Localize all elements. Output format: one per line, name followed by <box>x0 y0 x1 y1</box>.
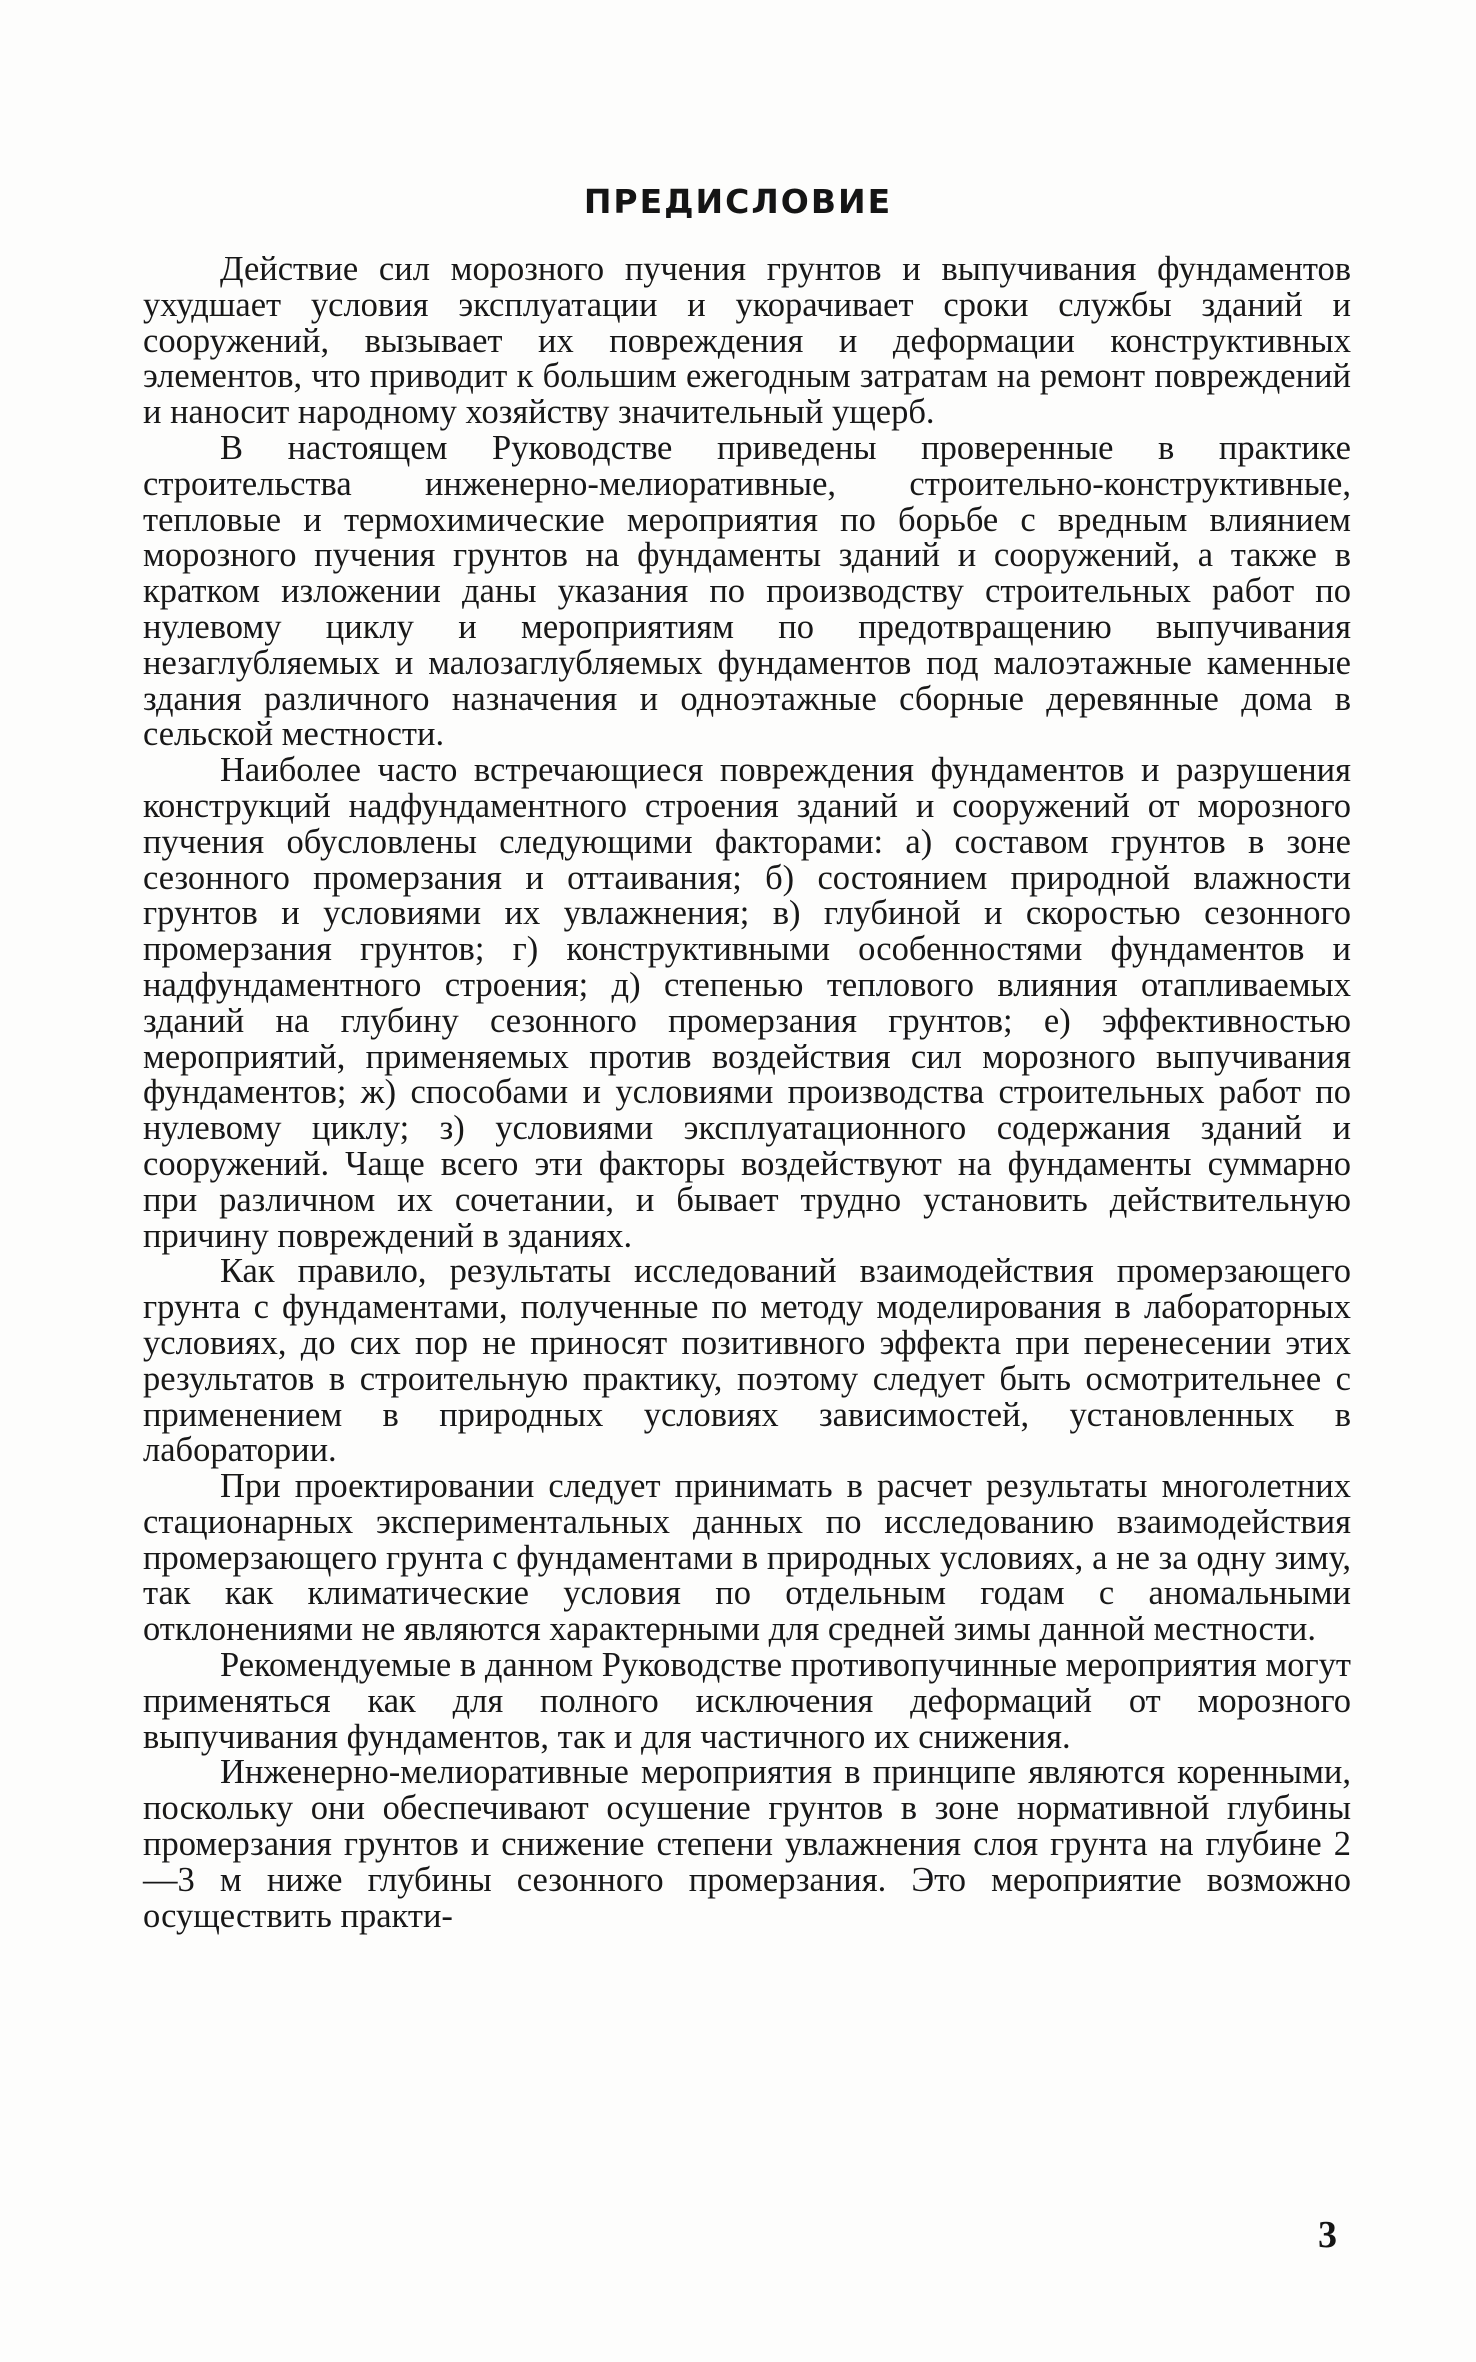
body-text <box>143 252 1351 1934</box>
paragraph-2: В настоящем Руководстве приведены проверенные в практике строительства инженерно-мелиоративные, строительно-конструктивные, тепловые и термохимические мероприятия по борьбе с вредным влиянием морозного пучения грунтов на фундаменты зданий и сооружений, а также в кратком изложении даны указания по производству строительных работ по нулевому циклу и мероприятиям по предотвращению выпучивания незаглубляемых и малозаглубляемых фундаментов под малоэтажные каменные здания различного назначения и одноэтажные сборные деревянные дома в сельской местности. <box>143 428 1351 754</box>
page-heading: ПРЕДИСЛОВИЕ <box>583 182 893 221</box>
paragraph-1: Действие сил морозного пучения грунтов и выпучивания фундаментов ухудшает условия эксплуатации и укорачивает сроки службы зданий и сооружений, вызывает их повреждения и деформации конструктивных элементов, что приводит к большим ежегодным затратам на ремонт повреждений и наносит народному хозяйству значительный ущерб. <box>143 250 1351 432</box>
paragraph-3: Наиболее часто встречающиеся повреждения фундаментов и разрушения конструкций надфундаментного строения зданий и сооружений от морозного пучения обусловлены следующими факторами: а) составом грунтов в зоне сезонного промерзания и оттаивания; б) состоянием природной влажности грунтов и условиями их увлажнения; в) глубиной и скоростью сезонного промерзания грунтов; г) конструктивными особенностями фундаментов и надфундаментного строения; д) степенью теплового влияния отапливаемых зданий на глубину сезонного промерзания грунтов; е) эффективностью мероприятий, применяемых против воздействия сил морозного выпучивания фундаментов; ж) способами и условиями производства строительных работ по нулевому циклу; з) условиями эксплуатационного содержания зданий и сооружений. Чаще всего эти факторы воздействуют на фундаменты суммарно при различном их сочетании, и бывает трудно установить действительную причину повреждений в зданиях. <box>143 751 1351 1255</box>
page-number: 3 <box>1318 2214 1337 2256</box>
paragraph-4: Как правило, результаты исследований взаимодействия промерзающего грунта с фундаментами, полученные по методу моделирования в лабораторных условиях, до сих пор не приносят позитивного эффекта при перенесении этих результатов в строительную практику, поэтому следует быть осмотрительнее с применением в природных условиях зависимостей, установленных в лаборатории. <box>143 1252 1351 1470</box>
paragraph-5: При проектировании следует принимать в расчет результаты многолетних стационарных экспериментальных данных по исследованию взаимодействия промерзающего грунта с фундаментами в природных условиях, а не за одну зиму, так как климатические условия по отдельным годам с аномальными отклонениями не являются характерными для средней зимы данной местности. <box>143 1467 1351 1649</box>
paragraph-7: Инженерно-мелиоративные мероприятия в принципе являются коренными, поскольку они обеспечивают осушение грунтов в зоне нормативной глубины промерзания грунтов и снижение степени увлажнения слоя грунта на глубине 2—3 м ниже глубины сезонного промерзания. Это мероприятие возможно осуществить практи- <box>143 1753 1351 1935</box>
paragraph-6: Рекомендуемые в данном Руководстве противопучинные мероприятия могут применяться как для полного исключения деформаций от морозного выпучивания фундаментов, так и для частичного их снижения. <box>143 1646 1351 1756</box>
